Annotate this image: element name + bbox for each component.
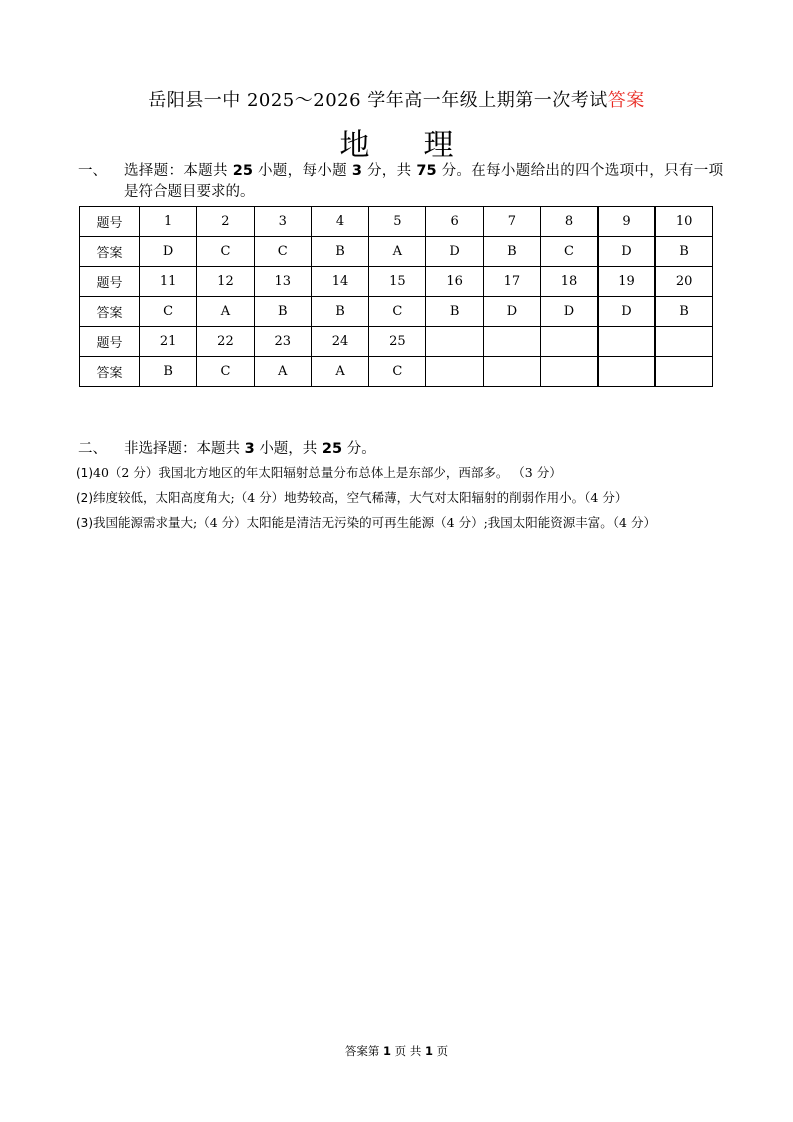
section-2-text-c: 分。 — [346, 441, 376, 457]
answer-cell: A — [311, 357, 368, 387]
answer-cell — [655, 357, 712, 387]
answer-item-text: 40（2 分）我国北方地区的年太阳辐射总量分布总体上是东部少，西部多。 （3 分） — [93, 465, 562, 480]
answer-cell: A — [254, 357, 311, 387]
question-cell: 7 — [483, 207, 540, 237]
question-cell — [655, 327, 712, 357]
question-cell: 6 — [426, 207, 483, 237]
total-points: 75 — [416, 163, 437, 179]
answer-cell — [598, 357, 655, 387]
question-cell: 10 — [655, 207, 712, 237]
question-cell — [541, 327, 598, 357]
section-1-heading — [78, 161, 723, 203]
question-row-label: 题号 — [80, 207, 140, 237]
section-2-heading — [78, 437, 376, 458]
answer-cell: B — [140, 357, 197, 387]
question-cell: 16 — [426, 267, 483, 297]
question-cell: 1 — [140, 207, 197, 237]
footer-text-c: 页 — [436, 1044, 449, 1058]
question-cell: 14 — [311, 267, 368, 297]
question-cell: 23 — [254, 327, 311, 357]
question-cell: 3 — [254, 207, 311, 237]
answer-cell — [541, 357, 598, 387]
answer-item-label: (3) — [76, 516, 93, 530]
answer-item-label: (2) — [76, 491, 93, 505]
answer-cell: C — [369, 357, 426, 387]
answer-cell: C — [254, 237, 311, 267]
question-cell: 8 — [541, 207, 598, 237]
answer-cell — [426, 357, 483, 387]
page-footer — [0, 1043, 793, 1059]
section-2-number: 二、 — [78, 441, 107, 457]
answer-cell: B — [483, 237, 540, 267]
answer-cell: D — [140, 237, 197, 267]
answer-cell: C — [140, 297, 197, 327]
question-row — [80, 207, 713, 237]
answer-row-label: 答案 — [80, 297, 140, 327]
answer-item — [76, 463, 562, 481]
document-title — [0, 86, 793, 112]
answer-item-text: 纬度较低，太阳高度角大;（4 分）地势较高，空气稀薄，大气对太阳辐射的削弱作用小。（4 分） — [93, 490, 628, 505]
answer-table — [79, 206, 713, 387]
answer-cell — [483, 357, 540, 387]
question-row — [80, 267, 713, 297]
section-1-text-d: 分。在每小题给出的四个选项中，只有一项是符合题目要求的。 — [124, 163, 724, 200]
answer-row — [80, 237, 713, 267]
answer-row — [80, 297, 713, 327]
answer-cell: A — [369, 237, 426, 267]
question-cell: 17 — [483, 267, 540, 297]
answer-cell: C — [369, 297, 426, 327]
answer-cell: D — [541, 297, 598, 327]
answer-cell: D — [598, 297, 655, 327]
question-count: 25 — [232, 163, 253, 179]
answer-cell: B — [426, 297, 483, 327]
subject-char-2: 理 — [423, 128, 454, 163]
question-cell: 2 — [197, 207, 254, 237]
section-1-text-a: 选择题：本题共 — [124, 163, 228, 179]
question-cell: 9 — [598, 207, 655, 237]
question-cell — [598, 327, 655, 357]
question-cell: 18 — [541, 267, 598, 297]
question-cell: 5 — [369, 207, 426, 237]
answer-item-text: 我国能源需求量大;（4 分）太阳能是清洁无污染的可再生能源（4 分）;我国太阳能资源丰富。（4 分） — [93, 515, 656, 530]
section-2-text-b: 小题，共 — [259, 441, 318, 457]
footer-total-pages: 1 — [424, 1044, 433, 1058]
question-cell: 12 — [197, 267, 254, 297]
section-1-text-c: 分，共 — [366, 163, 412, 179]
answer-cell: D — [598, 237, 655, 267]
section-2-count: 3 — [244, 441, 255, 457]
answer-cell: C — [541, 237, 598, 267]
footer-page-number: 1 — [383, 1044, 392, 1058]
section-1-number: 一、 — [78, 163, 107, 179]
answer-cell: B — [655, 237, 712, 267]
footer-text-a: 答案第 — [344, 1044, 380, 1058]
school-exam-title: 岳阳县一中 2025～2026 学年高一年级上期第一次考试 — [148, 90, 608, 111]
answer-row-label: 答案 — [80, 357, 140, 387]
answer-row-label: 答案 — [80, 237, 140, 267]
answer-cell: B — [254, 297, 311, 327]
section-2-text-a: 非选择题：本题共 — [124, 441, 240, 457]
question-cell: 19 — [598, 267, 655, 297]
answer-cell: C — [197, 237, 254, 267]
answer-cell: B — [655, 297, 712, 327]
section-2-total: 25 — [321, 441, 343, 457]
section-1-text — [124, 161, 723, 203]
question-cell — [426, 327, 483, 357]
answer-cell: B — [311, 297, 368, 327]
question-row-label: 题号 — [80, 267, 140, 297]
question-cell: 24 — [311, 327, 368, 357]
answer-item — [76, 513, 656, 531]
subject-title — [0, 120, 793, 164]
answer-cell: A — [197, 297, 254, 327]
question-cell: 20 — [655, 267, 712, 297]
subject-char-1: 地 — [339, 128, 370, 163]
question-cell: 11 — [140, 267, 197, 297]
question-cell — [483, 327, 540, 357]
answer-item — [76, 488, 627, 506]
question-cell: 22 — [197, 327, 254, 357]
question-cell: 15 — [369, 267, 426, 297]
question-cell: 25 — [369, 327, 426, 357]
section-1-text-b: 小题，每小题 — [257, 163, 347, 179]
question-cell: 21 — [140, 327, 197, 357]
answer-row — [80, 357, 713, 387]
question-cell: 13 — [254, 267, 311, 297]
answer-cell: C — [197, 357, 254, 387]
question-cell: 4 — [311, 207, 368, 237]
footer-text-b: 页 共 — [394, 1044, 422, 1058]
answer-cell: B — [311, 237, 368, 267]
answer-cell: D — [483, 297, 540, 327]
question-row-label: 题号 — [80, 327, 140, 357]
answer-cell: D — [426, 237, 483, 267]
question-row — [80, 327, 713, 357]
answer-label-red: 答案 — [607, 90, 645, 111]
answer-item-label: (1) — [76, 466, 93, 480]
points-per-question: 3 — [351, 163, 362, 179]
